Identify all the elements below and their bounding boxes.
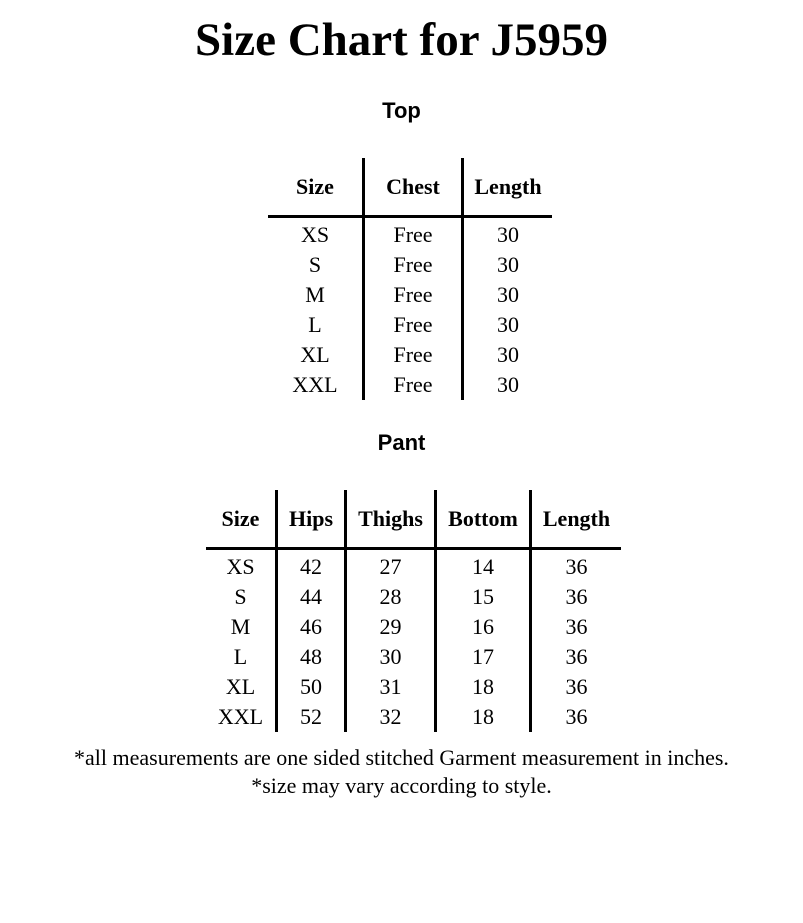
table-cell: 30 <box>463 217 553 251</box>
table-cell: 18 <box>436 672 531 702</box>
table-cell: 42 <box>277 549 346 583</box>
table-cell: XXL <box>292 372 338 397</box>
table-cell: L <box>233 644 248 669</box>
table-cell: S <box>308 252 322 277</box>
table-cell: 31 <box>346 672 436 702</box>
table-cell: 32 <box>346 702 436 732</box>
top-section-heading: Top <box>382 98 421 123</box>
table-cell: 30 <box>463 280 553 310</box>
table-row <box>268 340 552 370</box>
table-cell: 44 <box>277 582 346 612</box>
table-row <box>268 370 552 400</box>
pant-size-table <box>206 490 621 732</box>
table-cell: Free <box>364 217 463 251</box>
table-cell: 27 <box>346 549 436 583</box>
table-row <box>206 612 621 642</box>
table-cell: 17 <box>436 642 531 672</box>
table-cell: 28 <box>346 582 436 612</box>
table-row <box>268 310 552 340</box>
table-cell: XL <box>225 674 256 699</box>
pant-section-heading: Pant <box>377 430 426 455</box>
size-variance-note: *size may vary according to style. <box>251 773 552 798</box>
table-cell: Free <box>364 250 463 280</box>
table-cell: Free <box>364 340 463 370</box>
column-header: Size <box>268 158 364 217</box>
table-cell: 48 <box>277 642 346 672</box>
table-header-row <box>268 158 552 217</box>
table-row <box>206 549 621 583</box>
table-cell: 15 <box>436 582 531 612</box>
table-cell: 36 <box>531 549 622 583</box>
table-cell: Free <box>364 370 463 400</box>
table-cell: 18 <box>436 702 531 732</box>
table-row <box>206 582 621 612</box>
table-cell: 36 <box>531 702 622 732</box>
table-cell: 46 <box>277 612 346 642</box>
table-cell: 36 <box>531 672 622 702</box>
column-header: Chest <box>364 158 463 217</box>
table-row <box>268 217 552 251</box>
table-cell: 36 <box>531 582 622 612</box>
table-cell: XS <box>300 222 330 247</box>
table-cell: 30 <box>463 370 553 400</box>
table-cell: Free <box>364 310 463 340</box>
table-row <box>206 672 621 702</box>
table-cell: M <box>230 614 251 639</box>
table-cell: 36 <box>531 612 622 642</box>
table-cell: S <box>234 584 247 609</box>
page-title: Size Chart for J5959 <box>195 14 608 66</box>
column-header: Thighs <box>346 490 436 549</box>
column-header: Size <box>206 490 277 549</box>
table-row <box>206 642 621 672</box>
table-cell: XS <box>226 554 255 579</box>
table-cell: 36 <box>531 642 622 672</box>
table-cell: 30 <box>463 310 553 340</box>
table-cell: XL <box>300 342 330 367</box>
table-cell: 30 <box>463 340 553 370</box>
column-header: Length <box>531 490 622 549</box>
table-cell: XXL <box>217 704 264 729</box>
table-cell: L <box>308 312 322 337</box>
table-cell: 29 <box>346 612 436 642</box>
column-header: Length <box>463 158 553 217</box>
measurement-note: *all measurements are one sided stitched Garment measurement in inches. <box>74 745 729 770</box>
table-cell: 52 <box>277 702 346 732</box>
measurement-notes <box>0 744 803 800</box>
table-cell: 16 <box>436 612 531 642</box>
table-cell: 14 <box>436 549 531 583</box>
table-row <box>268 250 552 280</box>
table-cell: 30 <box>463 250 553 280</box>
table-cell: 50 <box>277 672 346 702</box>
table-cell: M <box>305 282 325 307</box>
top-size-table <box>268 158 552 400</box>
column-header: Hips <box>277 490 346 549</box>
table-cell: Free <box>364 280 463 310</box>
table-header-row <box>206 490 621 549</box>
table-row <box>206 702 621 732</box>
table-cell: 30 <box>346 642 436 672</box>
table-row <box>268 280 552 310</box>
column-header: Bottom <box>436 490 531 549</box>
